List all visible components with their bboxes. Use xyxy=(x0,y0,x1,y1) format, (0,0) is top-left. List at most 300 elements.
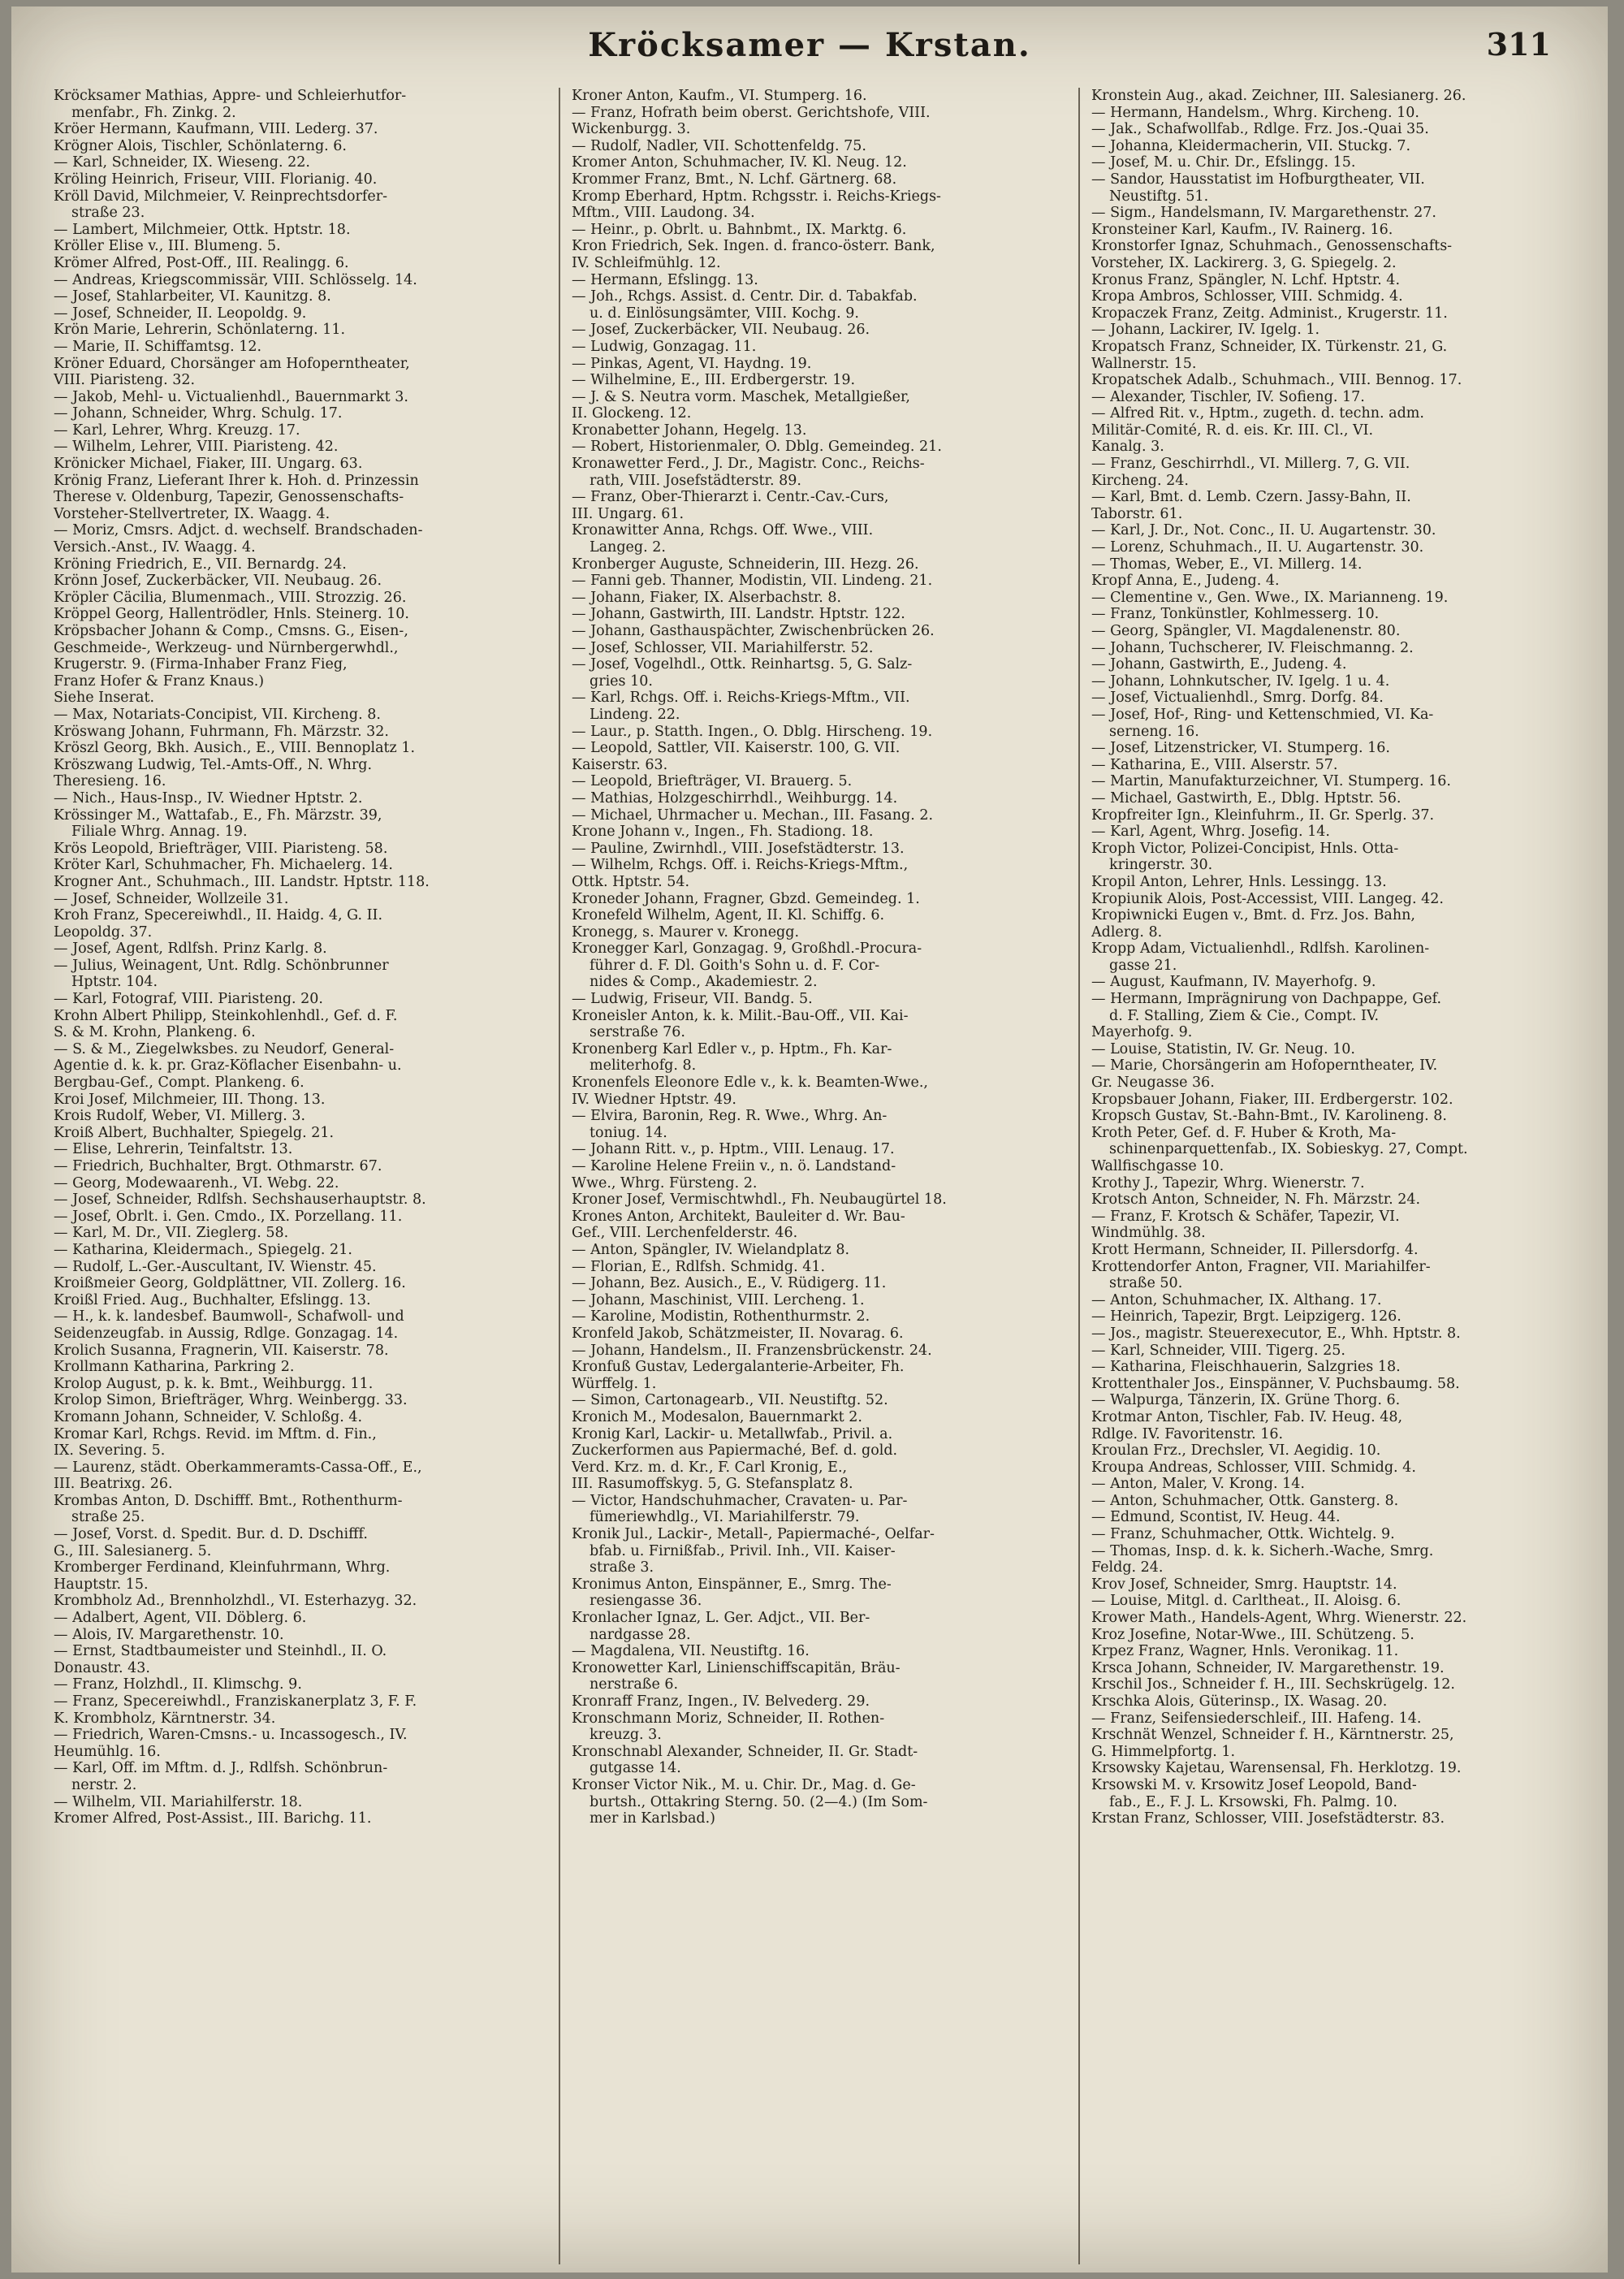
directory-line: Hauptstr. 15. xyxy=(54,1576,149,1593)
directory-line: — Rudolf, Nadler, VII. Schottenfeldg. 75. xyxy=(572,137,866,154)
directory-line: — Pauline, Zwirnhdl., VIII. Josefstädterstr. 13. xyxy=(572,840,905,857)
directory-line: Krönicker Michael, Fiaker, III. Ungarg. 63. xyxy=(54,456,363,473)
directory-line: — Georg, Spängler, VI. Magdalenenstr. 80. xyxy=(1091,623,1401,639)
directory-line: Kronberger Auguste, Schneiderin, III. Hezg. 26. xyxy=(572,556,919,573)
directory-line: Kroner Josef, Vermischtwhdl., Fh. Neubaugürtel 18. xyxy=(572,1191,947,1209)
directory-line: Kropsch Gustav, St.-Bahn-Bmt., IV. Karolineng. 8. xyxy=(1091,1108,1447,1125)
directory-line: — Fanni geb. Thanner, Modistin, VII. Lindeng. 21. xyxy=(572,573,933,590)
directory-line: Kröer Hermann, Kaufmann, VIII. Lederg. 37. xyxy=(54,121,378,138)
directory-line: Kropp Adam, Victualienhdl., Rdlfsh. Karolinen- xyxy=(1091,941,1430,958)
directory-line: Krössinger M., Wattafab., E., Fh. Märzstr. 39, xyxy=(54,807,382,824)
directory-line: — Anton, Schuhmacher, Ottk. Gansterg. 8. xyxy=(1091,1492,1399,1509)
directory-line: — Franz, F. Krotsch & Schäfer, Tapezir, VI. xyxy=(1091,1208,1400,1225)
directory-line: Kronschmann Moriz, Schneider, II. Rothen- xyxy=(572,1710,885,1727)
directory-line: — Katharina, E., VIII. Alserstr. 57. xyxy=(1091,756,1338,773)
directory-line: Kronawitter Anna, Rchgs. Off. Wwe., VIII. xyxy=(572,522,874,539)
column-divider xyxy=(559,88,560,2264)
directory-line: Kroulan Frz., Drechsler, VI. Aegidig. 10. xyxy=(1091,1442,1381,1460)
directory-line: — Anton, Maler, V. Krong. 14. xyxy=(1091,1476,1305,1493)
directory-line: — Johanna, Kleidermacherin, VII. Stuckg. 7. xyxy=(1091,137,1411,154)
directory-line: menfabr., Fh. Zinkg. 2. xyxy=(71,104,236,121)
directory-line: straße 3. xyxy=(590,1559,654,1576)
directory-line: — Karl, Agent, Whrg. Josefig. 14. xyxy=(1091,824,1330,841)
directory-line: Krögner Alois, Tischler, Schönlaterng. 6. xyxy=(54,137,347,154)
directory-line: — Josef, Schlosser, VII. Mariahilferstr. 52. xyxy=(572,639,874,656)
directory-line: — Hermann, Handelsm., Whrg. Kircheng. 10. xyxy=(1091,104,1419,121)
directory-line: Kröter Karl, Schuhmacher, Fh. Michaelerg. 14. xyxy=(54,857,393,874)
directory-line: Krogner Ant., Schuhmach., III. Landstr. Hptstr. 118. xyxy=(54,873,430,890)
directory-line: Kroth Peter, Gef. d. F. Huber & Kroth, Ma- xyxy=(1091,1124,1397,1141)
directory-line: — Michael, Gastwirth, E., Dblg. Hptstr. 56. xyxy=(1091,789,1402,807)
directory-line: mer in Karlsbad.) xyxy=(590,1810,715,1827)
directory-line: — Josef, Schneider, Wollzeile 31. xyxy=(54,890,289,907)
directory-line: — Robert, Historienmaler, O. Dblg. Gemeindeg. 21. xyxy=(572,439,942,456)
directory-line: Kroupa Andreas, Schlosser, VIII. Schmidg. 4. xyxy=(1091,1459,1416,1476)
directory-line: — Johann, Gastwirth, III. Landstr. Hptstr. 122. xyxy=(572,606,905,623)
directory-line: Heumühlg. 16. xyxy=(54,1743,161,1760)
column-divider xyxy=(1078,88,1080,2264)
directory-line: Kroner Anton, Kaufm., VI. Stumperg. 16. xyxy=(572,88,867,104)
directory-line: resiengasse 36. xyxy=(590,1593,702,1610)
directory-line: Langeg. 2. xyxy=(590,539,666,556)
directory-line: — Anton, Spängler, IV. Wielandplatz 8. xyxy=(572,1241,850,1258)
directory-line: Kronenberg Karl Edler v., p. Hptm., Fh. Kar- xyxy=(572,1040,892,1057)
directory-line: — Franz, Tonkünstler, Kohlmesserg. 10. xyxy=(1091,606,1380,623)
directory-line: Kropiwnicki Eugen v., Bmt. d. Frz. Jos. Bahn, xyxy=(1091,907,1415,924)
directory-line: — Magdalena, VII. Neustiftg. 16. xyxy=(572,1643,810,1660)
directory-line: serstraße 76. xyxy=(590,1024,685,1041)
directory-line: Kronsteiner Karl, Kaufm., IV. Rainerg. 16. xyxy=(1091,221,1393,238)
directory-line: Würffelg. 1. xyxy=(572,1375,657,1392)
directory-line: — Moriz, Cmsrs. Adjct. d. wechself. Brandschaden- xyxy=(54,522,423,539)
directory-line: — Wilhelmine, E., III. Erdbergerstr. 19. xyxy=(572,372,856,389)
directory-line: — Sandor, Hausstatist im Hofburgtheater, VII. xyxy=(1091,171,1425,188)
directory-line: Wallnerstr. 15. xyxy=(1091,355,1197,372)
directory-line: schinenparquettenfab., IX. Sobieskyg. 27, Compt. xyxy=(1109,1141,1468,1158)
directory-line: Kanalg. 3. xyxy=(1091,439,1164,456)
directory-line: Wwe., Whrg. Fürsteng. 2. xyxy=(572,1174,758,1191)
directory-line: Kroi Josef, Milchmeier, III. Thong. 13. xyxy=(54,1091,326,1108)
directory-line: Krott Hermann, Schneider, II. Pillersdorfg. 4. xyxy=(1091,1241,1419,1258)
directory-line: u. d. Einlösungsämter, VIII. Kochg. 9. xyxy=(590,305,859,322)
directory-line: — Franz, Hofrath beim oberst. Gerichtshofe, VIII. xyxy=(572,104,931,121)
directory-line: Lindeng. 22. xyxy=(590,706,680,723)
directory-line: nerstraße 6. xyxy=(590,1676,679,1693)
directory-line: Kropatschek Adalb., Schuhmach., VIII. Bennog. 17. xyxy=(1091,372,1462,389)
directory-line: — Karl, M. Dr., VII. Zieglerg. 58. xyxy=(54,1225,289,1242)
directory-line: Kronfuß Gustav, Ledergalanterie-Arbeiter, Fh. xyxy=(572,1359,905,1376)
directory-line: — Johann, Schneider, Whrg. Schulg. 17. xyxy=(54,405,343,422)
directory-line: Krstan Franz, Schlosser, VIII. Josefstädterstr. 83. xyxy=(1091,1810,1445,1827)
directory-line: — Jos., magistr. Steuerexecutor, E., Whh. Hptstr. 8. xyxy=(1091,1325,1461,1342)
directory-line: Gr. Neugasse 36. xyxy=(1091,1075,1215,1092)
directory-line: — Josef, Obrlt. i. Gen. Cmdo., IX. Porzellang. 11. xyxy=(54,1208,403,1225)
directory-line: Gef., VIII. Lerchenfelderstr. 46. xyxy=(572,1225,798,1242)
directory-line: straße 23. xyxy=(71,205,145,222)
directory-line: Kroneder Johann, Fragner, Gbzd. Gemeindeg. 1. xyxy=(572,890,920,907)
directory-line: — Adalbert, Agent, VII. Döblerg. 6. xyxy=(54,1610,307,1627)
directory-line: Kropiunik Alois, Post-Accessist, VIII. Langeg. 42. xyxy=(1091,890,1444,907)
directory-line: Kröner Eduard, Chorsänger am Hofoperntheater, xyxy=(54,355,410,372)
directory-line: — Friedrich, Buchhalter, Brgt. Othmarstr. 67. xyxy=(54,1158,382,1174)
directory-line: Kronraff Franz, Ingen., IV. Belvederg. 29. xyxy=(572,1693,870,1710)
directory-line: Kronowetter Karl, Linienschiffscapitän, Bräu- xyxy=(572,1659,901,1676)
directory-line: — Wilhelm, Lehrer, VIII. Piaristeng. 42. xyxy=(54,439,339,456)
directory-line: III. Rasumoffskyg. 5, G. Stefansplatz 8. xyxy=(572,1476,853,1493)
directory-line: führer d. F. Dl. Goith's Sohn u. d. F. Cor- xyxy=(590,957,880,974)
directory-line: — Josef, Vogelhdl., Ottk. Reinhartsg. 5, G. Salz- xyxy=(572,656,913,673)
directory-line: — Marie, II. Schiffamtsg. 12. xyxy=(54,338,262,355)
directory-line: — Katharina, Fleischhauerin, Salzgries 18. xyxy=(1091,1359,1401,1376)
directory-line: — Ludwig, Gonzagag. 11. xyxy=(572,338,757,355)
directory-line: IV. Wiedner Hptstr. 49. xyxy=(572,1091,736,1108)
directory-line: — Johann, Handelsm., II. Franzensbrückenstr. 24. xyxy=(572,1342,932,1359)
directory-line: Kropf Anna, E., Judeng. 4. xyxy=(1091,573,1280,590)
directory-line: Kropil Anton, Lehrer, Hnls. Lessingg. 13. xyxy=(1091,873,1387,890)
directory-line: Kropatsch Franz, Schneider, IX. Türkenstr. 21, G. xyxy=(1091,338,1448,355)
directory-line: gasse 21. xyxy=(1109,957,1177,974)
directory-line: — Elise, Lehrerin, Teinfaltstr. 13. xyxy=(54,1141,293,1158)
directory-line: Kröling Heinrich, Friseur, VIII. Florianig. 40. xyxy=(54,171,378,188)
directory-line: — Johann, Lohnkutscher, IV. Igelg. 1 u. 4. xyxy=(1091,672,1390,690)
directory-line: Krolich Susanna, Fragnerin, VII. Kaiserstr. 78. xyxy=(54,1342,389,1359)
directory-line: Kröppel Georg, Hallentrödler, Hnls. Steinerg. 10. xyxy=(54,606,409,623)
directory-line: — Martin, Manufakturzeichner, VI. Stumperg. 16. xyxy=(1091,773,1451,790)
directory-line: Kronegg, s. Maurer v. Kronegg. xyxy=(572,923,800,941)
directory-line: — Karl, Schneider, IX. Wieseng. 22. xyxy=(54,154,310,171)
directory-line: Krugerstr. 9. (Firma-Inhaber Franz Fieg, xyxy=(54,656,348,673)
directory-line: — Johann, Bez. Ausich., E., V. Rüdigerg. 11. xyxy=(572,1275,887,1292)
directory-line: Kromann Johann, Schneider, V. Schloßg. 4. xyxy=(54,1408,363,1425)
directory-line: — Karl, J. Dr., Not. Conc., II. U. Augartenstr. 30. xyxy=(1091,522,1436,539)
directory-line: Kröcksamer Mathias, Appre- und Schleierhutfor- xyxy=(54,88,407,104)
directory-line: — Alfred Rit. v., Hptm., zugeth. d. techn. adm. xyxy=(1091,405,1424,422)
directory-line: Krschka Alois, Güterinsp., IX. Wasag. 20. xyxy=(1091,1693,1388,1710)
directory-line: — Katharina, Kleidermach., Spiegelg. 21. xyxy=(54,1241,352,1258)
directory-line: Kronawetter Ferd., J. Dr., Magistr. Conc., Reichs- xyxy=(572,456,925,473)
directory-line: — Anton, Schuhmacher, IX. Althang. 17. xyxy=(1091,1291,1382,1308)
directory-line: Kröller Elise v., III. Blumeng. 5. xyxy=(54,238,281,255)
directory-line: — Victor, Handschuhmacher, Cravaten- u. Par- xyxy=(572,1492,908,1509)
directory-line: Kröll David, Milchmeier, V. Reinprechtsdorfer- xyxy=(54,188,387,205)
directory-line: Kroph Victor, Polizei-Concipist, Hnls. Otta- xyxy=(1091,840,1399,857)
directory-line: Krömer Alfred, Post-Off., III. Realingg. 6. xyxy=(54,254,349,271)
directory-line: — Clementine v., Gen. Wwe., IX. Marianneng. 19. xyxy=(1091,589,1449,606)
directory-line: — Wilhelm, Rchgs. Off. i. Reichs-Kriegs-Mftm., xyxy=(572,857,909,874)
directory-line: Kröszl Georg, Bkh. Ausich., E., VIII. Bennoplatz 1. xyxy=(54,740,416,757)
directory-line: — Karl, Schneider, VIII. Tigerg. 25. xyxy=(1091,1342,1345,1359)
directory-line: — Josef, Stahlarbeiter, VI. Kaunitzg. 8. xyxy=(54,288,331,305)
directory-line: toniug. 14. xyxy=(590,1124,667,1141)
directory-line: — Josef, Victualienhdl., Smrg. Dorfg. 84. xyxy=(1091,690,1384,707)
directory-line: — Karl, Fotograf, VIII. Piaristeng. 20. xyxy=(54,991,323,1008)
directory-line: — Leopold, Sattler, VII. Kaiserstr. 100, G. VII. xyxy=(572,740,901,757)
directory-line: Kronus Franz, Spängler, N. Lchf. Hptstr. 4. xyxy=(1091,271,1401,288)
directory-line: Mftm., VIII. Laudong. 34. xyxy=(572,205,755,222)
directory-line: Krolop Simon, Briefträger, Whrg. Weinbergg. 33. xyxy=(54,1392,408,1409)
directory-line: Kroneisler Anton, k. k. Milit.-Bau-Off., VII. Kai- xyxy=(572,1007,909,1024)
directory-line: Kromberger Ferdinand, Kleinfuhrmann, Whrg. xyxy=(54,1559,391,1576)
directory-line: Verd. Krz. m. d. Kr., F. Carl Kronig, E., xyxy=(572,1459,848,1476)
directory-line: Krottendorfer Anton, Fragner, VII. Mariahilfer- xyxy=(1091,1258,1431,1275)
directory-line: Kronenfels Eleonore Edle v., k. k. Beamten-Wwe., xyxy=(572,1075,928,1092)
directory-column-3 xyxy=(1091,88,1580,2264)
directory-line: — Hermann, Imprägnirung von Dachpappe, Gef. xyxy=(1091,991,1442,1008)
directory-line: — Thomas, Insp. d. k. k. Sicherh.-Wache, Smrg. xyxy=(1091,1542,1434,1559)
directory-line: Krones Anton, Architekt, Bauleiter d. Wr. Bau- xyxy=(572,1208,905,1225)
directory-line: — Josef, Agent, Rdlfsh. Prinz Karlg. 8. xyxy=(54,941,327,958)
directory-line: Kronfeld Jakob, Schätzmeister, II. Novarag. 6. xyxy=(572,1325,904,1342)
directory-line: II. Glockeng. 12. xyxy=(572,405,692,422)
directory-line: Krsowski M. v. Krsowitz Josef Leopold, Band- xyxy=(1091,1776,1417,1793)
directory-line: meliterhofg. 8. xyxy=(590,1057,697,1075)
directory-line: Krolop August, p. k. k. Bmt., Weihburgg. 11. xyxy=(54,1375,374,1392)
directory-line: Kroißl Fried. Aug., Buchhalter, Efslingg. 13. xyxy=(54,1291,371,1308)
directory-line: serneng. 16. xyxy=(1109,723,1199,740)
directory-line: Kronabetter Johann, Hegelg. 13. xyxy=(572,422,807,439)
directory-line: — Leopold, Briefträger, VI. Brauerg. 5. xyxy=(572,773,853,790)
directory-line: Krsca Johann, Schneider, IV. Margarethenstr. 19. xyxy=(1091,1659,1445,1676)
directory-line: Krotsch Anton, Schneider, N. Fh. Märzstr. 24. xyxy=(1091,1191,1421,1209)
directory-line: — Karl, Bmt. d. Lemb. Czern. Jassy-Bahn, II. xyxy=(1091,489,1411,506)
directory-line: Krothy J., Tapezir, Whrg. Wienerstr. 7. xyxy=(1091,1174,1365,1191)
directory-line: nides & Comp., Akademiestr. 2. xyxy=(590,974,818,991)
directory-line: Krönig Franz, Lieferant Ihrer k. Hoh. d. Prinzessin xyxy=(54,472,419,489)
directory-line: Krschnät Wenzel, Schneider f. H., Kärntnerstr. 25, xyxy=(1091,1727,1454,1744)
directory-line: — Franz, Ober-Thierarzt i. Centr.-Cav.-Curs, xyxy=(572,489,889,506)
directory-line: — Julius, Weinagent, Unt. Rdlg. Schönbrunner xyxy=(54,957,389,974)
directory-line: Kroiß Albert, Buchhalter, Spiegelg. 21. xyxy=(54,1124,335,1141)
directory-line: — Karoline Helene Freiin v., n. ö. Landstand- xyxy=(572,1158,896,1174)
directory-column-1 xyxy=(54,88,549,2264)
directory-line: Adlerg. 8. xyxy=(1091,923,1163,941)
directory-line: Geschmeide-, Werkzeug- und Nürnbergerwhdl., xyxy=(54,639,399,656)
directory-line: bfab. u. Firnißfab., Privil. Inh., VII. Kaiser- xyxy=(590,1542,896,1559)
directory-line: Kronlacher Ignaz, L. Ger. Adjct., VII. Ber- xyxy=(572,1610,870,1627)
directory-line: Vorsteher, IX. Lackirerg. 3, G. Spiegelg. 2. xyxy=(1091,254,1397,271)
directory-line: Kronegger Karl, Gonzagag. 9, Großhdl.-Procura- xyxy=(572,941,922,958)
directory-line: — Thomas, Weber, E., VI. Millerg. 14. xyxy=(1091,556,1363,573)
directory-line: — Lorenz, Schuhmach., II. U. Augartenstr. 30. xyxy=(1091,539,1424,556)
directory-line: Wickenburgg. 3. xyxy=(572,121,691,138)
directory-line: Kroh Franz, Specereiwhdl., II. Haidg. 4, G. II. xyxy=(54,907,383,924)
directory-line: — Joh., Rchgs. Assist. d. Centr. Dir. d. Tabakfab. xyxy=(572,288,918,305)
directory-line: Filiale Whrg. Annag. 19. xyxy=(71,824,248,841)
directory-line: — Johann, Gastwirth, E., Judeng. 4. xyxy=(1091,656,1347,673)
directory-line: — Louise, Mitgl. d. Carltheat., II. Aloisg. 6. xyxy=(1091,1593,1402,1610)
directory-line: — Florian, E., Rdlfsh. Schmidg. 41. xyxy=(572,1258,826,1275)
directory-line: — Edmund, Scontist, IV. Heug. 44. xyxy=(1091,1509,1341,1526)
directory-line: gutgasse 14. xyxy=(590,1760,681,1777)
directory-line: Krommer Franz, Bmt., N. Lchf. Gärtnerg. 68. xyxy=(572,171,897,188)
directory-line: — Josef, Schneider, II. Leopoldg. 9. xyxy=(54,305,307,322)
directory-line: Seidenzeugfab. in Aussig, Rdlge. Gonzagag. 14. xyxy=(54,1325,399,1342)
directory-line: — Heinr., p. Obrlt. u. Bahnbmt., IX. Marktg. 6. xyxy=(572,221,907,238)
directory-line: G., III. Salesianerg. 5. xyxy=(54,1542,212,1559)
directory-line: Kropsbauer Johann, Fiaker, III. Erdbergerstr. 102. xyxy=(1091,1091,1453,1108)
directory-line: Kröning Friedrich, E., VII. Bernardg. 24. xyxy=(54,556,347,573)
directory-line: gries 10. xyxy=(590,672,653,690)
directory-line: Wallfischgasse 10. xyxy=(1091,1158,1224,1174)
directory-line: Krombas Anton, D. Dschifff. Bmt., Rothenthurm- xyxy=(54,1492,403,1509)
directory-line: — Heinrich, Tapezir, Brgt. Leipzigerg. 126. xyxy=(1091,1308,1402,1325)
directory-line: — Josef, Vorst. d. Spedit. Bur. d. D. Dschifff. xyxy=(54,1526,368,1543)
directory-line: — Louise, Statistin, IV. Gr. Neug. 10. xyxy=(1091,1040,1355,1057)
directory-line: Kröpler Cäcilia, Blumenmach., VIII. Strozzig. 26. xyxy=(54,589,407,606)
directory-line: — H., k. k. landesbef. Baumwoll-, Schafwoll- und xyxy=(54,1308,404,1325)
directory-line: IV. Schleifmühlg. 12. xyxy=(572,254,721,271)
directory-line: Siehe Inserat. xyxy=(54,690,155,707)
directory-line: — Johann Ritt. v., p. Hptm., VIII. Lenaug. 17. xyxy=(572,1141,895,1158)
directory-line: — Sigm., Handelsmann, IV. Margarethenstr. 27. xyxy=(1091,205,1436,222)
directory-line: Kronig Karl, Lackir- u. Metallwfab., Privil. a. xyxy=(572,1425,893,1442)
directory-line: Kromer Anton, Schuhmacher, IV. Kl. Neug. 12. xyxy=(572,154,907,171)
directory-line: Agentie d. k. k. pr. Graz-Köflacher Eisenbahn- u. xyxy=(54,1057,402,1075)
directory-line: Ottk. Hptstr. 54. xyxy=(572,873,690,890)
directory-line: Kroißmeier Georg, Goldplättner, VII. Zollerg. 16. xyxy=(54,1275,406,1292)
directory-line: Kropaczek Franz, Zeitg. Administ., Krugerstr. 11. xyxy=(1091,305,1448,322)
directory-page xyxy=(11,6,1608,2273)
directory-line: kringerstr. 30. xyxy=(1109,857,1213,874)
directory-line: — Simon, Cartonagearb., VII. Neustiftg. 52. xyxy=(572,1392,888,1409)
directory-line: — Josef, M. u. Chir. Dr., Efslingg. 15. xyxy=(1091,154,1356,171)
directory-line: — Josef, Zuckerbäcker, VII. Neubaug. 26. xyxy=(572,322,870,339)
directory-line: Rdlge. IV. Favoritenstr. 16. xyxy=(1091,1425,1284,1442)
directory-line: — Hermann, Efslingg. 13. xyxy=(572,271,758,288)
page-number: 311 xyxy=(1486,26,1551,63)
directory-line: — Wilhelm, VII. Mariahilferstr. 18. xyxy=(54,1793,303,1810)
directory-line: Krottenthaler Jos., Einspänner, V. Puchsbaumg. 58. xyxy=(1091,1375,1460,1392)
directory-line: — Johann, Maschinist, VIII. Lercheng. 1. xyxy=(572,1291,865,1308)
directory-line: VIII. Piaristeng. 32. xyxy=(54,372,196,389)
directory-line: — Johann, Tuchscherer, IV. Fleischmanng. 2. xyxy=(1091,639,1414,656)
directory-line: Kropfreiter Ign., Kleinfuhrm., II. Gr. Sperlg. 37. xyxy=(1091,807,1435,824)
directory-line: Franz Hofer & Franz Knaus.) xyxy=(54,672,265,690)
directory-line: Taborstr. 61. xyxy=(1091,505,1183,522)
directory-line: Kroz Josefine, Notar-Wwe., III. Schützeng. 5. xyxy=(1091,1626,1415,1643)
directory-line: straße 25. xyxy=(71,1509,145,1526)
directory-line: d. F. Stalling, Ziem & Cie., Compt. IV. xyxy=(1109,1007,1380,1024)
directory-line: Kaiserstr. 63. xyxy=(572,756,668,773)
directory-line: nardgasse 28. xyxy=(590,1626,691,1643)
directory-line: — Pinkas, Agent, VI. Haydng. 19. xyxy=(572,355,812,372)
directory-line: — August, Kaufmann, IV. Mayerhofg. 9. xyxy=(1091,974,1376,991)
directory-line: — Karl, Lehrer, Whrg. Kreuzg. 17. xyxy=(54,422,300,439)
directory-line: Kron Friedrich, Sek. Ingen. d. franco-österr. Bank, xyxy=(572,238,935,255)
directory-line: — Jak., Schafwollfab., Rdlge. Frz. Jos.-Quai 35. xyxy=(1091,121,1429,138)
directory-line: Leopoldg. 37. xyxy=(54,923,153,941)
directory-line: — Franz, Seifensiederschleif., III. Hafeng. 14. xyxy=(1091,1710,1422,1727)
directory-line: Krombholz Ad., Brennholzhdl., VI. Esterhazyg. 32. xyxy=(54,1593,417,1610)
directory-line: — Ernst, Stadtbaumeister und Steinhdl., II. O. xyxy=(54,1643,387,1660)
directory-line: Kröswang Johann, Fuhrmann, Fh. Märzstr. 32. xyxy=(54,723,389,740)
directory-line: — Alexander, Tischler, IV. Sofieng. 17. xyxy=(1091,388,1365,405)
directory-line: Krone Johann v., Ingen., Fh. Stadiong. 18. xyxy=(572,824,874,841)
directory-line: — Franz, Schuhmacher, Ottk. Wichtelg. 9. xyxy=(1091,1526,1395,1543)
directory-line: III. Ungarg. 61. xyxy=(572,505,685,522)
running-head: Kröcksamer — Krstan. xyxy=(588,26,1031,64)
directory-line: rath, VIII. Josefstädterstr. 89. xyxy=(590,472,801,489)
directory-line: — Andreas, Kriegscommissär, VIII. Schlösselg. 14. xyxy=(54,271,417,288)
directory-line: — Rudolf, L.-Ger.-Auscultant, IV. Wienstr. 45. xyxy=(54,1258,377,1275)
directory-line: fümeriewhdlg., VI. Mariahilferstr. 79. xyxy=(590,1509,860,1526)
directory-line: Windmühlg. 38. xyxy=(1091,1225,1206,1242)
directory-line: Kromp Eberhard, Hptm. Rchgsstr. i. Reichs-Kriegs- xyxy=(572,188,941,205)
directory-column-2 xyxy=(572,88,1069,2264)
directory-line: Kröszwang Ludwig, Tel.-Amts-Off., N. Whrg. xyxy=(54,756,373,773)
directory-line: Krös Leopold, Briefträger, VIII. Piaristeng. 58. xyxy=(54,840,388,857)
directory-line: Zuckerformen aus Papiermaché, Bef. d. gold. xyxy=(572,1442,898,1460)
directory-line: Kronstein Aug., akad. Zeichner, III. Salesianerg. 26. xyxy=(1091,88,1466,104)
directory-line: Kronschnabl Alexander, Schneider, II. Gr. Stadt- xyxy=(572,1743,918,1760)
directory-line: Krpez Franz, Wagner, Hnls. Veronikag. 11. xyxy=(1091,1643,1399,1660)
directory-line: Krotmar Anton, Tischler, Fab. IV. Heug. 48, xyxy=(1091,1408,1403,1425)
directory-line: Mayerhofg. 9. xyxy=(1091,1024,1193,1041)
directory-line: nerstr. 2. xyxy=(71,1776,137,1793)
directory-line: — Laur., p. Statth. Ingen., O. Dblg. Hirscheng. 19. xyxy=(572,723,933,740)
directory-line: Krower Math., Handels-Agent, Whrg. Wienerstr. 22. xyxy=(1091,1610,1467,1627)
directory-line: — Johann, Gasthauspächter, Zwischenbrücken 26. xyxy=(572,623,935,639)
directory-line: — Johann, Fiaker, IX. Alserbachstr. 8. xyxy=(572,589,842,606)
directory-line: — Ludwig, Friseur, VII. Bandg. 5. xyxy=(572,991,813,1008)
directory-line: Kronich M., Modesalon, Bauernmarkt 2. xyxy=(572,1408,862,1425)
directory-line: Kronstorfer Ignaz, Schuhmach., Genossenschafts- xyxy=(1091,238,1453,255)
directory-line: — Laurenz, städt. Oberkammeramts-Cassa-Off., E., xyxy=(54,1459,422,1476)
directory-line: S. & M. Krohn, Plankeng. 6. xyxy=(54,1024,256,1041)
directory-line: Neustiftg. 51. xyxy=(1109,188,1209,205)
directory-line: — Max, Notariats-Concipist, VII. Kircheng. 8. xyxy=(54,706,381,723)
directory-line: — Michael, Uhrmacher u. Mechan., III. Fasang. 2. xyxy=(572,807,934,824)
directory-line: Therese v. Oldenburg, Tapezir, Genossenschafts- xyxy=(54,489,404,506)
directory-line: Kronimus Anton, Einspänner, E., Smrg. The- xyxy=(572,1576,892,1593)
directory-line: — Josef, Hof-, Ring- und Kettenschmied, VI. Ka- xyxy=(1091,706,1434,723)
directory-line: Donaustr. 43. xyxy=(54,1659,150,1676)
directory-line: III. Beatrixg. 26. xyxy=(54,1476,173,1493)
directory-line: burtsh., Ottakring Sterng. 50. (2—4.) (Im Som- xyxy=(590,1793,928,1810)
directory-line: Kronser Victor Nik., M. u. Chir. Dr., Mag. d. Ge- xyxy=(572,1776,916,1793)
directory-line: Vorsteher-Stellvertreter, IX. Waagg. 4. xyxy=(54,505,330,522)
directory-line: kreuzg. 3. xyxy=(590,1727,662,1744)
directory-line: Kropa Ambros, Schlosser, VIII. Schmidg. 4. xyxy=(1091,288,1403,305)
directory-line: K. Krombholz, Kärntnerstr. 34. xyxy=(54,1710,276,1727)
directory-line: — Franz, Geschirrhdl., VI. Millerg. 7, G. VII. xyxy=(1091,456,1410,473)
directory-line: — Karl, Off. im Mftm. d. J., Rdlfsh. Schönbrun- xyxy=(54,1760,388,1777)
directory-line: Bergbau-Gef., Compt. Plankeng. 6. xyxy=(54,1075,304,1092)
directory-line: — Josef, Schneider, Rdlfsh. Sechshauserhauptstr. 8. xyxy=(54,1191,426,1209)
directory-line: — S. & M., Ziegelwksbes. zu Neudorf, General- xyxy=(54,1040,395,1057)
directory-line: Kronefeld Wilhelm, Agent, II. Kl. Schiffg. 6. xyxy=(572,907,885,924)
directory-line: — Elvira, Baronin, Reg. R. Wwe., Whrg. An- xyxy=(572,1108,888,1125)
directory-line: Krov Josef, Schneider, Smrg. Hauptstr. 14. xyxy=(1091,1576,1397,1593)
directory-line: — Johann, Lackirer, IV. Igelg. 1. xyxy=(1091,322,1320,339)
directory-line: — Josef, Litzenstricker, VI. Stumperg. 16. xyxy=(1091,740,1390,757)
directory-line: — Nich., Haus-Insp., IV. Wiedner Hptstr. 2. xyxy=(54,789,363,807)
directory-line: Kröpsbacher Johann & Comp., Cmsns. G., Eisen-, xyxy=(54,623,408,639)
directory-line: straße 50. xyxy=(1109,1275,1183,1292)
directory-line: Krönn Josef, Zuckerbäcker, VII. Neubaug. 26. xyxy=(54,573,382,590)
directory-line: — Mathias, Holzgeschirrhdl., Weihburgg. 14. xyxy=(572,789,898,807)
directory-line: — Alois, IV. Margarethenstr. 10. xyxy=(54,1626,284,1643)
directory-line: — Franz, Holzhdl., II. Klimschg. 9. xyxy=(54,1676,302,1693)
directory-line: fab., E., F. J. L. Krsowski, Fh. Palmg. 10. xyxy=(1109,1793,1397,1810)
directory-line: Krsowsky Kajetau, Warensensal, Fh. Herklotzg. 19. xyxy=(1091,1760,1462,1777)
page-header xyxy=(11,23,1608,71)
directory-line: — Walpurga, Tänzerin, IX. Grüne Thorg. 6. xyxy=(1091,1392,1401,1409)
directory-line: — J. & S. Neutra vorm. Maschek, Metallgießer, xyxy=(572,388,910,405)
directory-line: Krois Rudolf, Weber, VI. Millerg. 3. xyxy=(54,1108,306,1125)
directory-line: — Friedrich, Waren-Cmsns.- u. Incassogesch., IV. xyxy=(54,1727,408,1744)
directory-line: Kromar Karl, Rchgs. Revid. im Mftm. d. Fin., xyxy=(54,1425,377,1442)
